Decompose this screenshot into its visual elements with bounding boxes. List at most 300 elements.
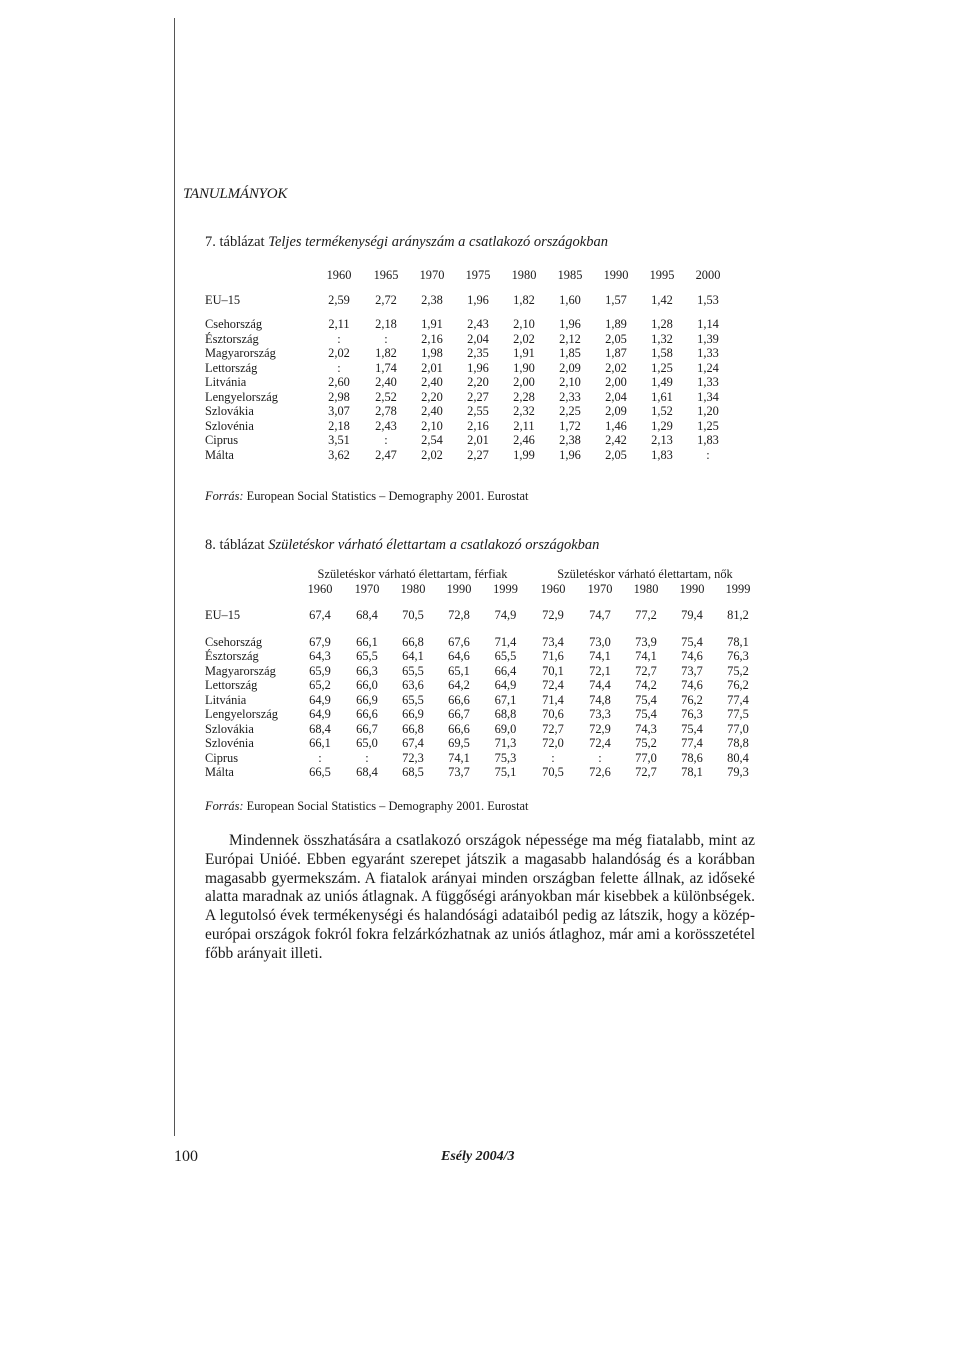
value-cell: 76,2 (727, 678, 749, 692)
value-cell: 66,1 (356, 634, 378, 649)
table-row (205, 664, 761, 679)
country-name: EU–15 (205, 292, 241, 307)
table8-year-header: 1960 (307, 581, 333, 596)
value-cell: 2,54 (421, 433, 443, 447)
value-cell: 1,96 (559, 447, 581, 462)
value-cell: 74,2 (635, 678, 657, 692)
value-cell: 68,4 (309, 721, 331, 736)
value-cell: 1,39 (697, 331, 719, 346)
value-cell: 2,09 (559, 360, 581, 375)
value-cell: 72,4 (542, 678, 564, 692)
eu-row (205, 608, 761, 623)
value-cell: 79,4 (681, 608, 703, 622)
body-text (205, 832, 755, 964)
value-cell: 2,05 (605, 331, 627, 346)
value-cell: 72,1 (589, 663, 611, 678)
value-cell: 2,20 (421, 389, 443, 404)
value-cell: : (551, 750, 555, 765)
value-cell: 74,8 (589, 692, 611, 707)
value-cell: 66,8 (402, 634, 424, 649)
value-cell: 65,5 (356, 649, 378, 663)
table7-caption-number: 7. táblázat (205, 234, 265, 250)
source-label: Forrás: (205, 489, 244, 503)
value-cell: 74,7 (589, 608, 611, 622)
value-cell: 65,0 (356, 736, 378, 750)
value-cell: : (706, 447, 710, 462)
value-cell: 66,1 (309, 736, 331, 750)
table8-corner (205, 567, 296, 582)
journal-title: Esély 2004/3 (441, 1149, 515, 1164)
value-cell: 64,9 (494, 678, 517, 692)
value-cell: : (337, 360, 341, 375)
table7-year-header: 1965 (373, 268, 399, 282)
value-cell: 66,6 (448, 721, 470, 736)
value-cell: 72,7 (635, 663, 657, 678)
value-cell: 66,4 (494, 663, 517, 678)
value-cell: 3,07 (328, 404, 350, 418)
table8-caption (205, 537, 599, 554)
table8-corner (205, 582, 296, 597)
value-cell: 2,38 (559, 433, 581, 447)
group-header-women: Születéskor várható élettartam, nők (557, 567, 733, 581)
value-cell: 1,53 (697, 292, 719, 307)
value-cell: 2,46 (513, 433, 535, 447)
value-cell: 1,28 (651, 317, 673, 331)
paragraph: Mindennek összhatására a csatlakozó országok népessége ma még fiatalabb, mint az Európai Unióé. Ebben egyaránt szerepet játszik a magasabb halandóság és a korábban magasabb gyermekszám. A fiatalok arányai minden országban felette állnak, az időseké alatta maradnak az uniós átlagnak. A függőségi arányokban már kisebbek a különbségek. A legutolsó évek termékenységi és halandósági adataiból pedig az látszik, hogy a közép-európai országok fokról fokra felzárkózhatnak az uniós átlaghoz, már ami a korösszetétel főbb arányait illeti. (205, 832, 755, 962)
value-cell: 79,3 (727, 765, 749, 779)
table7-year-header: 2000 (695, 268, 721, 282)
value-cell: 1,20 (697, 404, 719, 418)
value-cell: 72,4 (589, 736, 611, 750)
country-name: Litvánia (205, 375, 247, 389)
country-name: Lengyelország (205, 707, 278, 721)
table7-caption-title: Teljes termékenységi arányszám a csatlakozó országokban (268, 234, 608, 250)
table8-source (205, 799, 529, 814)
value-cell: 81,2 (727, 608, 749, 622)
country-name: Lettország (205, 678, 258, 692)
value-cell: 71,6 (542, 649, 564, 663)
value-cell: 70,1 (542, 663, 564, 678)
value-cell: 1,33 (697, 375, 719, 389)
value-cell: 1,25 (697, 418, 719, 433)
value-cell: 72,7 (542, 721, 564, 736)
table-row (205, 448, 731, 463)
value-cell: 68,8 (494, 707, 517, 721)
value-cell: 2,10 (513, 317, 535, 331)
value-cell: 65,9 (309, 663, 331, 678)
value-cell: 1,60 (559, 292, 581, 307)
value-cell: 76,3 (681, 707, 703, 721)
value-cell: 74,4 (589, 678, 611, 692)
value-cell: 2,18 (375, 317, 397, 331)
value-cell: 75,2 (635, 736, 657, 750)
value-cell: 2,72 (375, 292, 397, 307)
value-cell: 66,3 (356, 663, 378, 678)
value-cell: 74,6 (681, 678, 703, 692)
country-name: Litvánia (205, 692, 247, 707)
value-cell: 2,02 (605, 360, 627, 375)
value-cell: 73,0 (589, 634, 611, 649)
value-cell: 2,01 (467, 433, 489, 447)
value-cell: 2,59 (328, 292, 350, 307)
table-row (205, 722, 761, 737)
value-cell: 63,6 (402, 678, 424, 692)
value-cell: 1,89 (605, 317, 627, 331)
value-cell: 77,4 (681, 736, 703, 750)
value-cell: 66,9 (356, 692, 378, 707)
table7-corner (205, 268, 315, 283)
value-cell: 64,3 (309, 649, 331, 663)
value-cell: 2,10 (421, 418, 443, 433)
value-cell: 1,83 (697, 433, 719, 447)
country-name: Lengyelország (205, 389, 278, 404)
table7-caption (205, 234, 608, 251)
table8-caption-title: Születéskor várható élettartam a csatlakozó országokban (268, 537, 600, 553)
value-cell: 64,9 (309, 707, 331, 721)
value-cell: 72,7 (635, 765, 657, 779)
value-cell: 2,40 (421, 404, 443, 418)
value-cell: : (365, 750, 369, 765)
value-cell: 1,83 (651, 447, 673, 462)
source-label: Forrás: (205, 799, 244, 813)
value-cell: 67,9 (309, 634, 331, 649)
group-header-men: Születéskor várható élettartam, férfiak (317, 567, 508, 581)
value-cell: 65,5 (402, 692, 424, 707)
value-cell: 2,10 (559, 375, 581, 389)
value-cell: 2,43 (375, 418, 397, 433)
value-cell: 2,40 (421, 375, 443, 389)
value-cell: 2,00 (605, 375, 627, 389)
table8-year-header: 1970 (354, 581, 380, 596)
table8-year-header: 1999 (725, 581, 751, 596)
table7-year-header: 1995 (649, 268, 675, 282)
value-cell: 74,1 (635, 649, 657, 663)
table8-year-header: 1980 (400, 581, 426, 596)
value-cell: 77,0 (635, 750, 657, 765)
value-cell: 1,14 (697, 317, 719, 331)
spacer-cell (205, 596, 761, 608)
value-cell: 64,1 (402, 649, 424, 663)
table-row (205, 332, 731, 347)
table7-source (205, 489, 529, 504)
value-cell: 2,42 (605, 433, 627, 447)
country-name: Szlovákia (205, 404, 254, 418)
country-name: Málta (205, 447, 234, 462)
value-cell: 1,82 (375, 346, 397, 360)
value-cell: 77,0 (727, 721, 749, 736)
country-name: EU–15 (205, 608, 241, 622)
value-cell: 64,6 (448, 649, 470, 663)
value-cell: 1,74 (375, 360, 397, 375)
value-cell: 75,4 (635, 692, 657, 707)
country-name: Magyarország (205, 663, 276, 678)
value-cell: 71,3 (494, 736, 517, 750)
value-cell: 74,1 (448, 750, 470, 765)
table-row (205, 649, 761, 664)
value-cell: 73,7 (681, 663, 703, 678)
value-cell: 65,5 (494, 649, 517, 663)
value-cell: 66,6 (356, 707, 378, 721)
table-row (205, 361, 731, 376)
eu-row (205, 293, 731, 308)
value-cell: 72,0 (542, 736, 564, 750)
value-cell: 66,9 (402, 707, 424, 721)
value-cell: 2,04 (605, 389, 627, 404)
table7-year-header: 1970 (419, 268, 445, 282)
country-name: Magyarország (205, 346, 276, 360)
value-cell: 1,72 (559, 418, 581, 433)
fertility-table (205, 268, 731, 462)
value-cell: 1,85 (559, 346, 581, 360)
value-cell: 1,98 (421, 346, 443, 360)
spacer-cell (205, 283, 731, 293)
row-spacer (205, 596, 761, 608)
value-cell: 74,1 (589, 649, 611, 663)
life-expectancy-table (205, 567, 761, 780)
value-cell: 2,27 (467, 389, 489, 404)
value-cell: 1,58 (651, 346, 673, 360)
value-cell: 80,4 (727, 750, 749, 765)
value-cell: 70,5 (542, 765, 564, 779)
value-cell: 77,5 (727, 707, 749, 721)
country-name: Szlovénia (205, 736, 254, 750)
value-cell: 66,8 (402, 721, 424, 736)
value-cell: 1,42 (651, 292, 673, 307)
source-text: European Social Statistics – Demography 2001. Eurostat (246, 489, 529, 503)
value-cell: 69,0 (494, 721, 517, 736)
value-cell: 2,40 (375, 375, 397, 389)
value-cell: 2,43 (467, 317, 489, 331)
table-row (205, 693, 761, 708)
value-cell: 75,3 (494, 750, 517, 765)
table-row (205, 751, 761, 766)
value-cell: 2,32 (513, 404, 535, 418)
country-name: Málta (205, 765, 234, 779)
value-cell: 2,78 (375, 404, 397, 418)
table8-header-row (205, 582, 761, 597)
table8-year-header: 1980 (633, 581, 659, 596)
table8-year-header: 1990 (679, 581, 705, 596)
value-cell: 2,16 (421, 331, 443, 346)
value-cell: 75,1 (494, 765, 517, 779)
value-cell: 65,1 (448, 663, 470, 678)
value-cell: 77,2 (635, 608, 657, 622)
value-cell: 2,01 (421, 360, 443, 375)
spacer-cell (205, 623, 761, 635)
value-cell: 1,96 (559, 317, 581, 331)
value-cell: 1,34 (697, 389, 719, 404)
value-cell: 2,11 (328, 317, 350, 331)
value-cell: 75,4 (681, 634, 703, 649)
country-name: Ciprus (205, 750, 239, 765)
value-cell: 78,6 (681, 750, 703, 765)
value-cell: : (384, 433, 388, 447)
table8-year-header: 1999 (493, 581, 518, 596)
value-cell: 1,33 (697, 346, 719, 360)
value-cell: 2,12 (559, 331, 581, 346)
value-cell: 67,4 (402, 736, 424, 750)
value-cell: 72,8 (448, 608, 470, 622)
value-cell: : (337, 331, 341, 346)
value-cell: 2,16 (467, 418, 489, 433)
country-name: Észtország (205, 331, 259, 346)
value-cell: 1,46 (605, 418, 627, 433)
value-cell: 1,29 (651, 418, 673, 433)
value-cell: 3,51 (328, 433, 350, 447)
value-cell: 2,55 (467, 404, 489, 418)
value-cell: 73,4 (542, 634, 564, 649)
table8-year-header: 1990 (446, 581, 472, 596)
value-cell: 67,6 (448, 634, 470, 649)
value-cell: 2,35 (467, 346, 489, 360)
value-cell: 2,27 (467, 447, 489, 462)
value-cell: 74,3 (635, 721, 657, 736)
table8-group-row (205, 567, 761, 582)
country-name: Csehország (205, 317, 263, 331)
value-cell: 74,9 (494, 608, 517, 622)
value-cell: 2,33 (559, 389, 581, 404)
value-cell: 68,5 (402, 765, 424, 779)
value-cell: 76,2 (681, 692, 703, 707)
row-spacer (205, 283, 731, 293)
value-cell: 66,6 (448, 692, 470, 707)
table7-year-header: 1960 (326, 268, 352, 282)
value-cell: 65,5 (402, 663, 424, 678)
page-number: 100 (174, 1148, 198, 1165)
value-cell: 1,87 (605, 346, 627, 360)
value-cell: 1,57 (605, 292, 627, 307)
value-cell: 2,25 (559, 404, 581, 418)
table7-year-header: 1980 (511, 268, 537, 282)
value-cell: 68,4 (356, 608, 378, 622)
row-spacer (205, 307, 731, 317)
value-cell: 2,38 (421, 292, 443, 307)
value-cell: 77,4 (727, 692, 749, 707)
value-cell: 1,82 (513, 292, 535, 307)
table-row (205, 404, 731, 419)
table8-year-header: 1960 (540, 581, 566, 596)
table-row (205, 419, 731, 434)
table-row (205, 317, 731, 332)
value-cell: 2,00 (513, 375, 535, 389)
value-cell: 67,1 (494, 692, 517, 707)
value-cell: 72,3 (402, 750, 424, 765)
value-cell: 66,7 (448, 707, 470, 721)
country-name: Észtország (205, 649, 259, 663)
value-cell: 78,1 (727, 634, 749, 649)
table-row (205, 635, 761, 650)
country-name: Szlovénia (205, 418, 254, 433)
value-cell: 73,9 (635, 634, 657, 649)
value-cell: 72,6 (589, 765, 611, 779)
value-cell: 2,11 (513, 418, 535, 433)
value-cell: 2,47 (375, 447, 397, 462)
value-cell: 73,7 (448, 765, 470, 779)
table7-year-header: 1975 (465, 268, 491, 282)
table-row (205, 736, 761, 751)
value-cell: 74,6 (681, 649, 703, 663)
table-row (205, 390, 731, 405)
value-cell: 78,8 (727, 736, 749, 750)
value-cell: 1,49 (651, 375, 673, 389)
value-cell: 1,52 (651, 404, 673, 418)
value-cell: 1,91 (513, 346, 535, 360)
value-cell: 2,02 (328, 346, 350, 360)
value-cell: 2,98 (328, 389, 350, 404)
value-cell: 73,3 (589, 707, 611, 721)
value-cell: : (384, 331, 388, 346)
source-text: European Social Statistics – Demography 2001. Eurostat (246, 799, 529, 813)
value-cell: 78,1 (681, 765, 703, 779)
country-name: Ciprus (205, 433, 239, 447)
value-cell: 72,9 (542, 608, 564, 622)
table-row (205, 346, 731, 361)
value-cell: 2,02 (513, 331, 535, 346)
table-row (205, 375, 731, 390)
value-cell: 2,04 (467, 331, 489, 346)
value-cell: 72,9 (589, 721, 611, 736)
value-cell: 1,24 (697, 360, 719, 375)
value-cell: 2,13 (651, 433, 673, 447)
value-cell: 2,05 (605, 447, 627, 462)
value-cell: 2,02 (421, 447, 443, 462)
value-cell: 76,3 (727, 649, 749, 663)
value-cell: 71,4 (542, 692, 564, 707)
section-header: TANULMÁNYOK (183, 186, 288, 202)
value-cell: 2,52 (375, 389, 397, 404)
value-cell: 70,6 (542, 707, 564, 721)
table-row (205, 678, 761, 693)
value-cell: 1,99 (513, 447, 535, 462)
value-cell: 1,61 (651, 389, 673, 404)
value-cell: 65,2 (309, 678, 331, 692)
value-cell: 68,4 (356, 765, 378, 779)
value-cell: 66,0 (356, 678, 378, 692)
row-spacer (205, 623, 761, 635)
table-row (205, 433, 731, 448)
value-cell: 67,4 (309, 608, 331, 622)
value-cell: 66,5 (309, 765, 331, 779)
table-row (205, 765, 761, 780)
value-cell: 70,5 (402, 608, 424, 622)
value-cell: 1,25 (651, 360, 673, 375)
table7-year-header: 1990 (603, 268, 629, 282)
spacer-cell (205, 307, 731, 317)
value-cell: 2,18 (328, 418, 350, 433)
value-cell: 69,5 (448, 736, 470, 750)
value-cell: 71,4 (494, 634, 517, 649)
table7-header-row (205, 268, 731, 283)
table8-caption-number: 8. táblázat (205, 537, 265, 553)
margin-rule (174, 18, 175, 1136)
country-name: Lettország (205, 360, 258, 375)
country-name: Szlovákia (205, 721, 254, 736)
value-cell: 2,28 (513, 389, 535, 404)
value-cell: 1,32 (651, 331, 673, 346)
value-cell: : (598, 750, 602, 765)
value-cell: 2,60 (328, 375, 350, 389)
table-row (205, 707, 761, 722)
value-cell: 1,90 (513, 360, 535, 375)
table7-year-header: 1985 (557, 268, 583, 282)
value-cell: 2,20 (467, 375, 489, 389)
table8-year-header: 1970 (587, 581, 613, 596)
country-name: Csehország (205, 634, 263, 649)
value-cell: 64,9 (309, 692, 331, 707)
value-cell: 2,09 (605, 404, 627, 418)
value-cell: 3,62 (328, 447, 350, 462)
value-cell: 75,4 (635, 707, 657, 721)
